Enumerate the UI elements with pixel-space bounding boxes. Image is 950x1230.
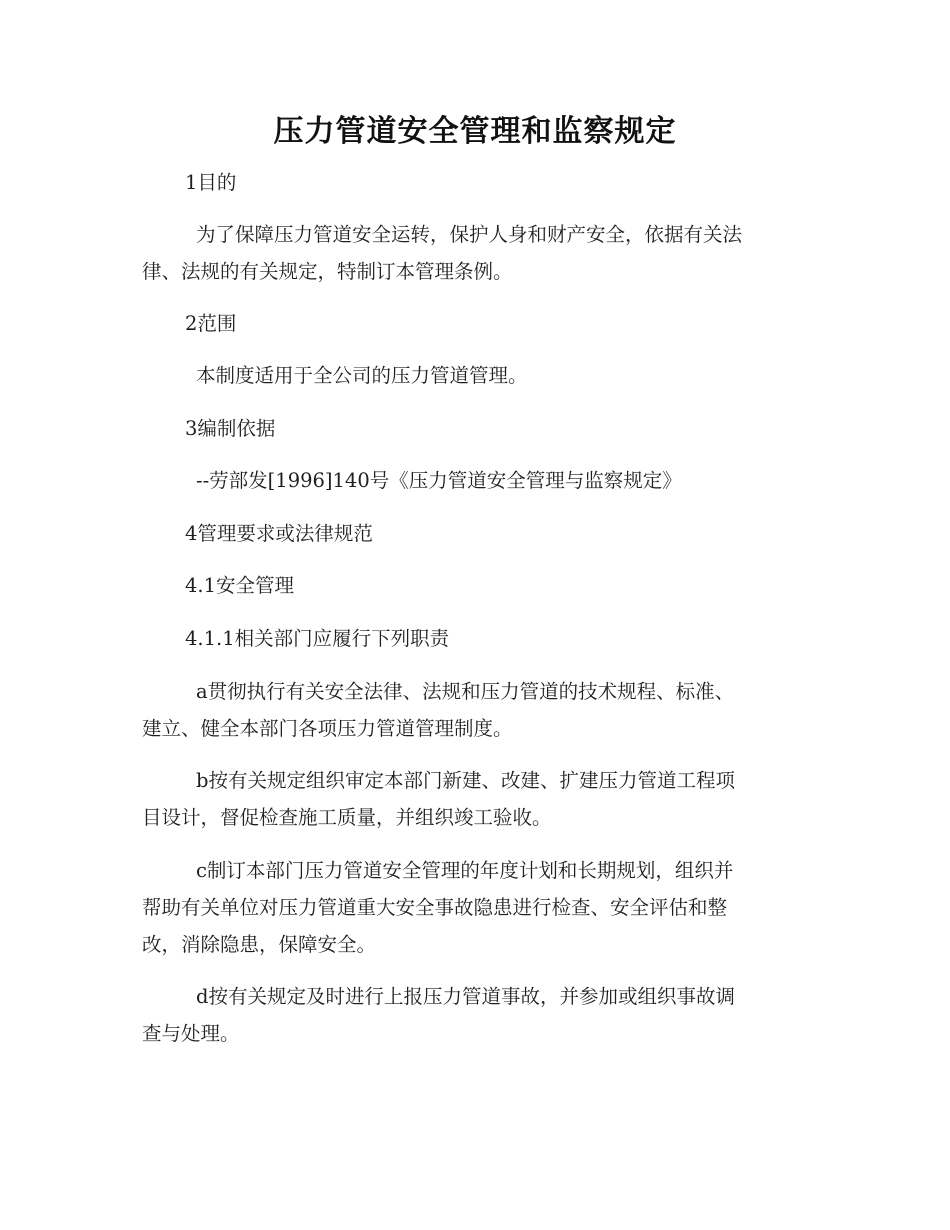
item-c-line-3: 改，消除隐患，保障安全。 — [142, 933, 377, 956]
purpose-paragraph-line-1: 为了保障压力管道安全运转，保护人身和财产安全，依据有关法 — [196, 223, 743, 246]
item-b-line-2: 目设计，督促检查施工质量，并组织竣工验收。 — [142, 806, 552, 829]
item-a-line-1: a贯彻执行有关安全法律、法规和压力管道的技术规程、标准、 — [196, 680, 735, 703]
item-c-line-2: 帮助有关单位对压力管道重大安全事故隐患进行检查、安全评估和整 — [142, 896, 728, 919]
section-heading-requirements: 4管理要求或法律规范 — [185, 522, 373, 545]
document-title: 压力管道安全管理和监察规定 — [273, 114, 677, 149]
item-d-line-2: 查与处理。 — [142, 1022, 240, 1045]
purpose-paragraph-line-2: 律、法规的有关规定，特制订本管理条例。 — [142, 260, 513, 283]
basis-reference: --劳部发[1996]140号《压力管道安全管理与监察规定》 — [196, 469, 682, 492]
item-c-line-1: c制订本部门压力管道安全管理的年度计划和长期规划，组织并 — [196, 859, 734, 882]
section-heading-purpose: 1目的 — [185, 171, 237, 194]
section-heading-basis: 3编制依据 — [185, 417, 276, 440]
item-d-line-1: d按有关规定及时进行上报压力管道事故，并参加或组织事故调 — [196, 985, 735, 1008]
item-b-line-1: b按有关规定组织审定本部门新建、改建、扩建压力管道工程项 — [196, 769, 735, 792]
subsubsection-heading-duties: 4.1.1相关部门应履行下列职责 — [185, 627, 450, 650]
item-a-line-2: 建立、健全本部门各项压力管道管理制度。 — [142, 717, 513, 740]
subsection-heading-safety-management: 4.1安全管理 — [185, 574, 295, 597]
section-heading-scope: 2范围 — [185, 312, 237, 335]
scope-paragraph: 本制度适用于全公司的压力管道管理。 — [196, 364, 528, 387]
